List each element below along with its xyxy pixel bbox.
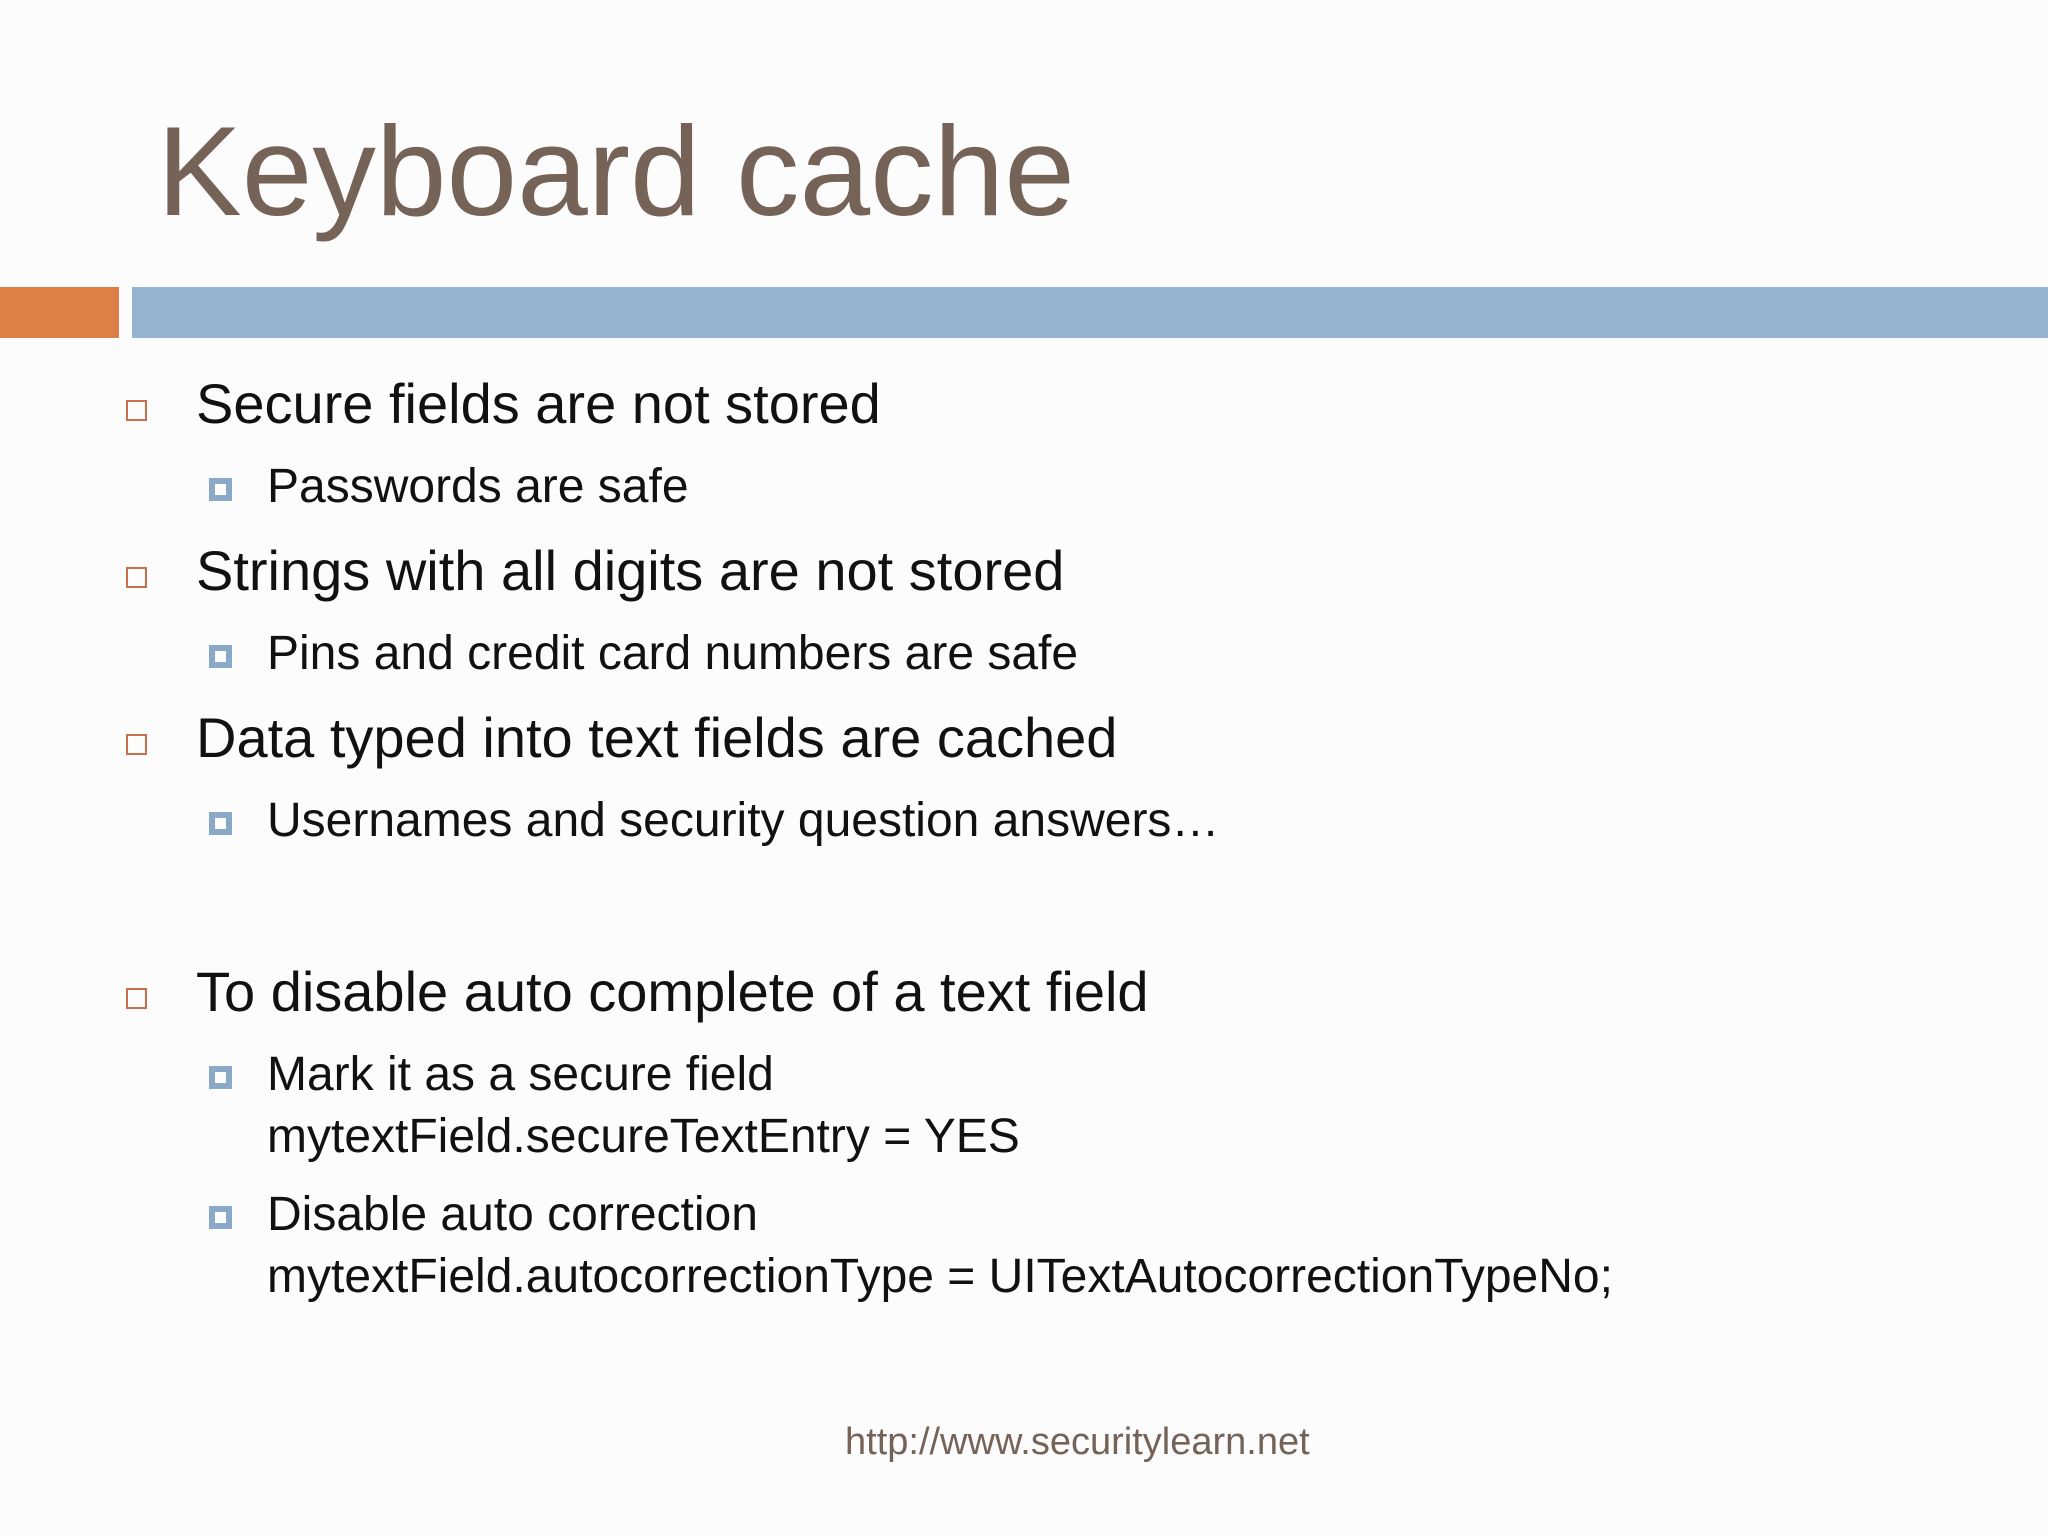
sub-bullet-item: [267, 1184, 1613, 1308]
square-bullet-icon: [126, 567, 147, 588]
bullet-item: Strings with all digits are not stored: [196, 539, 1065, 602]
accent-bar-orange: [0, 287, 119, 338]
slide-title: Keyboard cache: [157, 100, 1075, 242]
code-line: mytextField.secureTextEntry = YES: [267, 1110, 1020, 1163]
filled-square-bullet-icon: [209, 478, 232, 501]
sub-bullet-item: [267, 456, 689, 518]
square-bullet-icon: [126, 988, 147, 1009]
bullet-item: Secure fields are not stored: [196, 372, 881, 435]
sub-bullet-line: Usernames and security question answers…: [267, 794, 1220, 847]
sub-bullet-item: [267, 790, 1219, 852]
sub-bullet-item: [267, 1044, 1020, 1168]
filled-square-bullet-icon: [209, 645, 232, 668]
filled-square-bullet-icon: [209, 1066, 232, 1089]
sub-bullet-line: Disable auto correction: [267, 1188, 758, 1241]
footer-url: http://www.securitylearn.net: [845, 1421, 1310, 1463]
filled-square-bullet-icon: [209, 812, 232, 835]
square-bullet-icon: [126, 400, 147, 421]
bullet-item: Data typed into text fields are cached: [196, 706, 1118, 769]
code-line: mytextField.autocorrectionType = UITextAutocorrectionTypeNo;: [267, 1250, 1613, 1303]
bullet-item: To disable auto complete of a text field: [196, 960, 1149, 1023]
sub-bullet-item: [267, 623, 1078, 685]
sub-bullet-line: Passwords are safe: [267, 460, 689, 513]
sub-bullet-line: Mark it as a secure field: [267, 1048, 774, 1101]
accent-bar-blue: [132, 287, 2048, 338]
sub-bullet-line: Pins and credit card numbers are safe: [267, 627, 1079, 680]
square-bullet-icon: [126, 734, 147, 755]
filled-square-bullet-icon: [209, 1206, 232, 1229]
